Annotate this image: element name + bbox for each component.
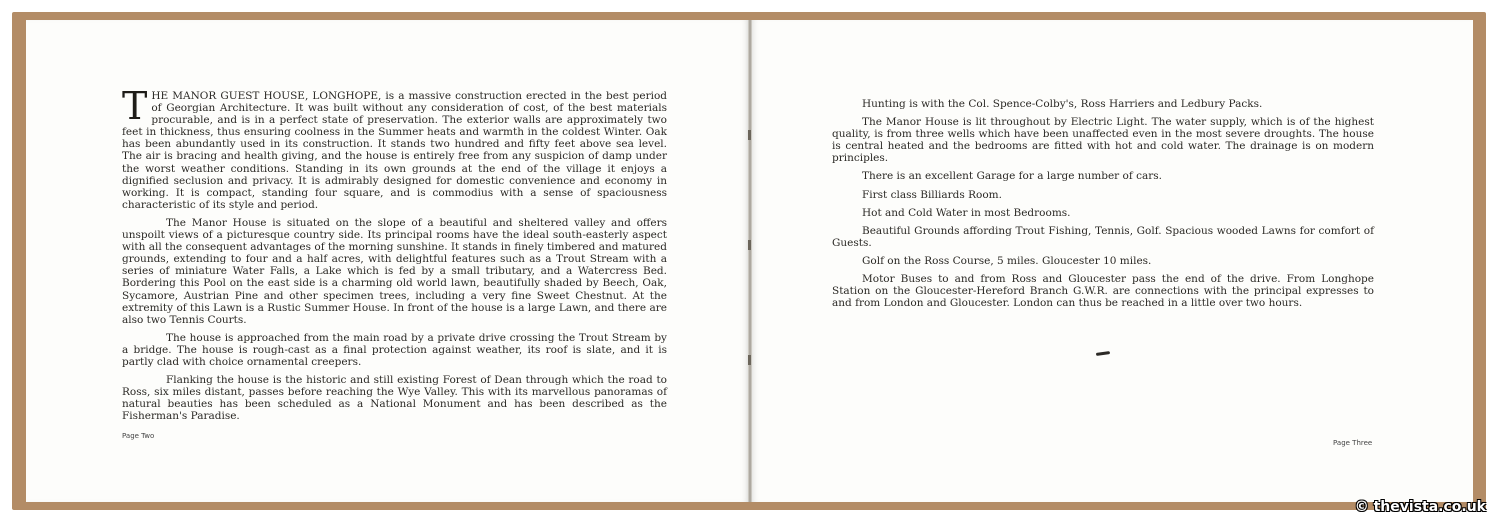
page-number-right: Page Three	[1333, 439, 1373, 447]
paragraph: Motor Buses to and from Ross and Gloucester pass the end of the drive. From Longhope Station on the Gloucester-Hereford Branch G.W.R. are connections with the principal expresses to and from London and Gloucester. London can thus be reached in a little over two hours.	[832, 273, 1374, 310]
drop-cap: T	[122, 84, 148, 128]
paragraph: First class Billiards Room.	[862, 188, 1002, 201]
stitch-mark	[748, 130, 751, 140]
page-number-left: Page Two	[122, 432, 155, 440]
paragraph: Hunting is with the Col. Spence-Colby's, Ross Harriers and Ledbury Packs.	[862, 98, 1263, 110]
paragraph	[122, 84, 667, 211]
paragraph: Golf on the Ross Course, 5 miles. Gloucester 10 miles.	[862, 254, 1152, 267]
paragraph: There is an excellent Garage for a large number of cars.	[862, 170, 1162, 183]
booklet-gutter	[748, 20, 752, 502]
paragraph: The Manor House is situated on the slope of a beautiful and sheltered valley and offers unspoilt views of a picturesque country side. Its principal rooms have the ideal south-easterly aspect with all the consequent advantages of the morning sunshine. It stands in finely timbered and matured grounds, extending to four and a half acres, with delightful features such as a Trout Stream with a series of miniature Water Falls, a Lake which is fed by a small tributary, and a Watercress Bed. Bordering this Pool on the east side is a charming old world lawn, beautifully shaded by Beech, Oak, Sycamore, Austrian Pine and other specimen trees, including a very fine Sweet Chestnut. At the extremity of this Lawn is a Rustic Summer House. In front of the house is a large Lawn, and there are also two Tennis Courts.	[122, 216, 667, 326]
left-page-text	[122, 84, 667, 428]
stitch-mark	[748, 240, 751, 250]
paragraph: Beautiful Grounds affording Trout Fishing, Tennis, Golf. Spacious wooded Lawns for comfort of Guests.	[832, 224, 1374, 249]
watermark-text: © thevista.co.uk	[1354, 499, 1486, 515]
stitch-mark	[748, 355, 751, 365]
paragraph: Hot and Cold Water in most Bedrooms.	[862, 206, 1071, 219]
paragraph: The Manor House is lit throughout by Electric Light. The water supply, which is of the highest quality, is from three wells which have been unaffected even in the most severe droughts. The house is central heated and the bedrooms are fitted with hot and cold water. The drainage is on modern principles.	[832, 116, 1374, 165]
right-page-text	[832, 98, 1374, 315]
paragraph: The house is approached from the main road by a private drive crossing the Trout Stream by a bridge. The house is rough-cast as a final protection against weather, its roof is slate, and it is partly clad with choice ornamental creepers.	[122, 331, 667, 368]
paragraph-text: HE MANOR GUEST HOUSE, LONGHOPE, is a massive construction erected in the best period of Georgian Architecture. It was built without any consideration of cost, of the best materials procurable, and is in a perfect state of preservation. The exterior walls are approximately two feet in thickness, thus ensuring coolness in the Summer heats and warmth in the coldest Winter. Oak has been abundantly used in its construction. It stands two hundred and fifty feet above sea level. The air is bracing and health giving, and the house is entirely free from any suspicion of damp under the worst weather conditions. Standing in its own grounds at the end of the village it enjoys a dignified seclusion and privacy. It is admirably designed for domestic convenience and economy in working. It is compact, standing four square, and is commodius with a sense of spaciousness characteristic of its style and period.	[122, 90, 667, 211]
paragraph: Flanking the house is the historic and still existing Forest of Dean through which the road to Ross, six miles distant, passes before reaching the Wye Valley. This with its marvellous panoramas of natural beauties has been scheduled as a National Monument and has been described as the Fisherman's Paradise.	[122, 374, 667, 423]
